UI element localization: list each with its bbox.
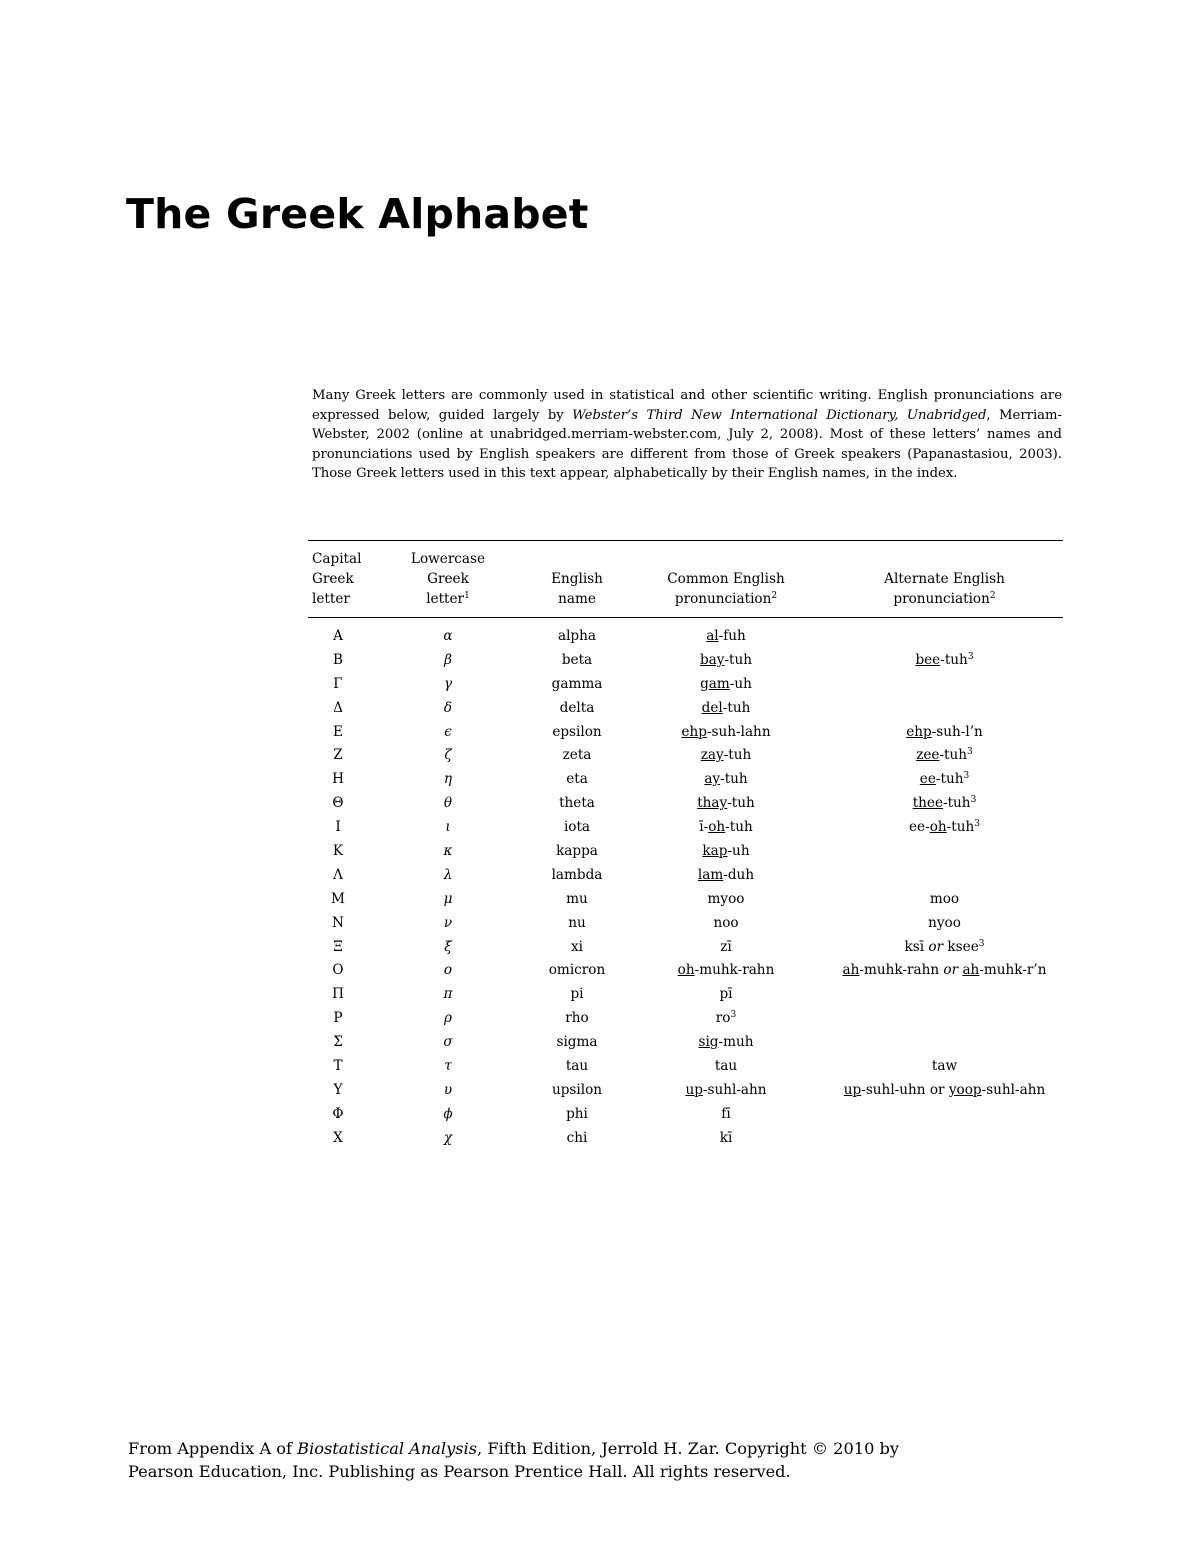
alternate-pronunciation-cell xyxy=(826,1030,1063,1054)
capital-letter-cell: O xyxy=(332,962,344,979)
pronunciation-segment: moo xyxy=(929,890,960,907)
table-row xyxy=(308,839,1063,863)
intro-paragraph xyxy=(312,386,1062,484)
lowercase-letter-cell: ϕ xyxy=(443,1105,453,1122)
pronunciation-segment: lam xyxy=(697,866,724,883)
pronunciation-segment: -tuh xyxy=(723,747,752,764)
english-name-cell: zeta xyxy=(562,747,592,764)
common-pronunciation-cell xyxy=(626,696,826,720)
pronunciation-segment: ksī xyxy=(904,938,929,955)
lowercase-letter-cell: χ xyxy=(443,1129,453,1146)
alternate-pronunciation-cell xyxy=(826,1102,1063,1126)
pronunciation-segment: ksee xyxy=(943,938,979,955)
capital-letter-cell: M xyxy=(331,890,345,907)
english-name-cell: nu xyxy=(568,914,586,931)
pronunciation-segment: zī xyxy=(720,938,732,955)
table-row xyxy=(308,911,1063,935)
lowercase-letter-cell: κ xyxy=(443,842,453,859)
capital-letter-cell: Z xyxy=(333,747,343,764)
table-row xyxy=(308,1006,1063,1030)
footnote-marker: 1 xyxy=(464,591,470,601)
english-name-cell: upsilon xyxy=(551,1081,603,1098)
pronunciation-segment: pī xyxy=(719,986,733,1003)
table-row xyxy=(308,618,1063,648)
table-row xyxy=(308,1054,1063,1078)
pronunciation-segment: ro xyxy=(715,1010,731,1027)
pronunciation-segment: kap xyxy=(702,842,728,859)
lowercase-letter-cell: ξ xyxy=(444,938,452,955)
pronunciation-segment: -tuh xyxy=(724,651,753,668)
common-pronunciation-cell xyxy=(626,767,826,791)
footnote-marker: 3 xyxy=(967,747,973,758)
english-name-cell: rho xyxy=(565,1010,589,1027)
footer-book-title: Biostatistical Analysis xyxy=(297,1439,478,1458)
english-name-cell: phi xyxy=(566,1105,588,1122)
header-english-line1: English xyxy=(551,571,603,587)
english-name-cell: alpha xyxy=(557,627,596,644)
table-row xyxy=(308,743,1063,767)
pronunciation-segment: -muh xyxy=(718,1034,754,1051)
intro-text-1: Many Greek letters are commonly used in statistical and other scientific writing. English pronunciations are expressed below, guided largely by xyxy=(312,388,1062,423)
dictionary-title: Webster’s Third New International Dictionary, Unabridged xyxy=(572,407,987,423)
header-capital-line1: Capital xyxy=(312,551,362,567)
header-lowercase-line2: Greek xyxy=(427,571,469,587)
common-pronunciation-cell xyxy=(626,839,826,863)
lowercase-letter-cell: λ xyxy=(443,866,453,883)
alternate-pronunciation-cell xyxy=(826,887,1063,911)
table-row xyxy=(308,935,1063,959)
pronunciation-segment: taw xyxy=(931,1057,958,1074)
footnote-marker: 3 xyxy=(963,771,970,782)
lowercase-letter-cell: ϵ xyxy=(444,723,452,740)
common-pronunciation-cell xyxy=(626,1006,826,1030)
pronunciation-segment: del xyxy=(701,699,723,716)
table-row xyxy=(308,648,1063,672)
pronunciation-segment: -suhl-uhn or xyxy=(861,1081,949,1098)
common-pronunciation-cell xyxy=(626,1126,826,1150)
header-capital-line2: Greek xyxy=(312,571,354,587)
pronunciation-segment: gam xyxy=(700,675,730,692)
table-row xyxy=(308,887,1063,911)
english-name-cell: chi xyxy=(566,1129,588,1146)
capital-letter-cell: Ξ xyxy=(333,938,343,955)
header-lowercase-line1: Lowercase xyxy=(410,551,486,567)
pronunciation-segment: -muhk-rahn xyxy=(694,962,775,979)
header-capital-line3: letter xyxy=(312,591,350,607)
common-pronunciation-cell xyxy=(626,743,826,767)
alternate-pronunciation-cell xyxy=(826,1126,1063,1150)
pronunciation-segment: zee xyxy=(916,747,940,764)
pronunciation-segment: myoo xyxy=(707,890,745,907)
capital-letter-cell: H xyxy=(332,771,344,788)
page-title: The Greek Alphabet xyxy=(126,190,589,238)
lowercase-letter-cell: τ xyxy=(444,1057,452,1074)
alternate-pronunciation-cell xyxy=(826,720,1063,744)
pronunciation-segment: or xyxy=(943,962,959,979)
table-row xyxy=(308,1126,1063,1150)
pronunciation-segment: -tuh xyxy=(725,819,753,836)
capital-letter-cell: E xyxy=(333,723,343,740)
common-pronunciation-cell xyxy=(626,815,826,839)
english-name-cell: sigma xyxy=(556,1034,598,1051)
capital-letter-cell: Υ xyxy=(333,1081,343,1098)
alternate-pronunciation-cell xyxy=(826,958,1063,982)
alternate-pronunciation-cell xyxy=(826,696,1063,720)
pronunciation-segment: -uh xyxy=(727,842,750,859)
english-name-cell: delta xyxy=(559,699,595,716)
lowercase-letter-cell: υ xyxy=(443,1081,453,1098)
pronunciation-segment: yoop xyxy=(948,1081,982,1098)
common-pronunciation-cell xyxy=(626,672,826,696)
alternate-pronunciation-cell xyxy=(826,767,1063,791)
english-name-cell: omicron xyxy=(548,962,606,979)
footer-text-1: From Appendix A of xyxy=(128,1439,298,1458)
lowercase-letter-cell: δ xyxy=(443,699,453,716)
header-alternate-line2: pronunciation xyxy=(893,591,990,607)
alternate-pronunciation-cell xyxy=(826,1078,1063,1102)
footnote-marker: 3 xyxy=(974,819,980,830)
pronunciation-segment: nyoo xyxy=(928,914,961,931)
common-pronunciation-cell xyxy=(626,720,826,744)
common-pronunciation-cell xyxy=(626,1054,826,1078)
table-row xyxy=(308,720,1063,744)
alternate-pronunciation-cell xyxy=(826,815,1063,839)
lowercase-letter-cell: ρ xyxy=(444,1010,452,1027)
capital-letter-cell: Θ xyxy=(332,795,344,812)
header-alternate-line1: Alternate English xyxy=(884,571,1005,587)
capital-letter-cell: Δ xyxy=(333,699,343,716)
table-row xyxy=(308,1030,1063,1054)
alternate-pronunciation-cell xyxy=(826,743,1063,767)
pronunciation-segment: al xyxy=(706,627,719,644)
pronunciation-segment: -tuh xyxy=(940,651,968,668)
capital-letter-cell: Σ xyxy=(333,1034,343,1051)
pronunciation-segment: -tuh xyxy=(720,771,748,788)
footnote-marker: 3 xyxy=(970,795,977,806)
common-pronunciation-cell xyxy=(626,791,826,815)
pronunciation-segment: or xyxy=(928,938,944,955)
english-name-cell: epsilon xyxy=(552,723,602,740)
table-row xyxy=(308,815,1063,839)
alternate-pronunciation-cell xyxy=(826,911,1063,935)
table-row xyxy=(308,696,1063,720)
lowercase-letter-cell: μ xyxy=(443,890,453,907)
pronunciation-segment: -uh xyxy=(729,675,752,692)
pronunciation-segment: thay xyxy=(697,795,728,812)
english-name-cell: gamma xyxy=(551,675,603,692)
capital-letter-cell: P xyxy=(333,1010,343,1027)
lowercase-letter-cell: σ xyxy=(443,1034,453,1051)
lowercase-letter-cell: α xyxy=(443,627,453,644)
header-lowercase-line3: letter xyxy=(426,591,465,607)
capital-letter-cell: Φ xyxy=(332,1105,344,1122)
pronunciation-segment: -fuh xyxy=(718,627,746,644)
pronunciation-segment: -tuh xyxy=(939,747,968,764)
table-row xyxy=(308,863,1063,887)
capital-letter-cell: K xyxy=(332,842,344,859)
lowercase-letter-cell: ι xyxy=(445,819,451,836)
header-common-line1: Common English xyxy=(667,571,785,587)
common-pronunciation-cell xyxy=(626,958,826,982)
english-name-cell: beta xyxy=(561,651,593,668)
common-pronunciation-cell xyxy=(626,1030,826,1054)
pronunciation-segment: -tuh xyxy=(727,795,755,812)
lowercase-letter-cell: o xyxy=(443,962,453,979)
pronunciation-segment: oh xyxy=(929,819,947,836)
header-common-line2: pronunciation xyxy=(674,591,772,607)
english-name-cell: eta xyxy=(566,771,588,788)
greek-alphabet-table xyxy=(308,540,1063,1150)
english-name-cell: mu xyxy=(566,890,588,907)
footnote-marker: 3 xyxy=(730,1010,737,1021)
alternate-pronunciation-cell xyxy=(826,839,1063,863)
english-name-cell: xi xyxy=(570,938,583,955)
pronunciation-segment: noo xyxy=(713,914,739,931)
table-row xyxy=(308,767,1063,791)
table-row xyxy=(308,1102,1063,1126)
copyright-footer xyxy=(128,1437,899,1483)
footnote-marker: 2 xyxy=(771,591,778,601)
footnote-marker: 3 xyxy=(978,938,985,949)
common-pronunciation-cell xyxy=(626,911,826,935)
lowercase-letter-cell: γ xyxy=(443,675,453,692)
pronunciation-segment: zay xyxy=(700,747,724,764)
pronunciation-segment: -suh-lahn xyxy=(706,723,771,740)
footnote-marker: 3 xyxy=(967,651,974,662)
english-name-cell: pi xyxy=(570,986,584,1003)
english-name-cell: theta xyxy=(559,795,595,812)
pronunciation-segment: -tuh xyxy=(946,819,975,836)
english-name-cell: tau xyxy=(565,1057,589,1074)
lowercase-letter-cell: π xyxy=(443,986,453,1003)
alternate-pronunciation-cell xyxy=(826,648,1063,672)
header-alternate-pronunciation xyxy=(826,541,1063,618)
lowercase-letter-cell: θ xyxy=(443,795,453,812)
table-body xyxy=(308,618,1063,1150)
pronunciation-segment: thee xyxy=(912,795,943,812)
capital-letter-cell: I xyxy=(335,819,341,836)
pronunciation-segment: sig xyxy=(698,1034,719,1051)
pronunciation-segment: ay xyxy=(704,771,721,788)
lowercase-letter-cell: ν xyxy=(443,914,453,931)
pronunciation-segment: kī xyxy=(719,1129,733,1146)
common-pronunciation-cell xyxy=(626,618,826,648)
capital-letter-cell: N xyxy=(332,914,344,931)
pronunciation-segment: tau xyxy=(714,1057,738,1074)
lowercase-letter-cell: η xyxy=(443,771,453,788)
english-name-cell: iota xyxy=(563,819,591,836)
alternate-pronunciation-cell xyxy=(826,791,1063,815)
pronunciation-segment: -tuh xyxy=(935,771,964,788)
alternate-pronunciation-cell xyxy=(826,1054,1063,1078)
footer-text-2: , Fifth Edition, Jerrold H. Zar. Copyright © 2010 by xyxy=(477,1439,900,1458)
header-english-name xyxy=(528,541,626,618)
capital-letter-cell: X xyxy=(333,1129,343,1146)
pronunciation-segment: bay xyxy=(699,651,725,668)
common-pronunciation-cell xyxy=(626,648,826,672)
header-english-line2: name xyxy=(558,591,596,607)
pronunciation-segment: ee xyxy=(919,771,936,788)
pronunciation-segment: oh xyxy=(677,962,695,979)
pronunciation-segment: fī xyxy=(721,1105,731,1122)
pronunciation-segment: up xyxy=(843,1081,862,1098)
pronunciation-segment: up xyxy=(685,1081,703,1098)
footnote-marker: 2 xyxy=(989,591,996,601)
english-name-cell: kappa xyxy=(556,842,598,859)
alternate-pronunciation-cell xyxy=(826,863,1063,887)
pronunciation-segment: oh xyxy=(708,819,726,836)
common-pronunciation-cell xyxy=(626,863,826,887)
common-pronunciation-cell xyxy=(626,887,826,911)
alternate-pronunciation-cell xyxy=(826,618,1063,648)
capital-letter-cell: Γ xyxy=(333,675,343,692)
capital-letter-cell: B xyxy=(333,651,343,668)
alternate-pronunciation-cell xyxy=(826,982,1063,1006)
capital-letter-cell: Π xyxy=(332,986,344,1003)
alternate-pronunciation-cell xyxy=(826,672,1063,696)
pronunciation-segment: -duh xyxy=(723,866,755,883)
pronunciation-segment: -muhk-r’n xyxy=(979,962,1047,979)
pronunciation-segment: ī- xyxy=(699,819,709,836)
pronunciation-segment: bee xyxy=(915,651,941,668)
header-common-pronunciation xyxy=(626,541,826,618)
table-row xyxy=(308,1078,1063,1102)
lowercase-letter-cell: β xyxy=(444,651,452,668)
alternate-pronunciation-cell xyxy=(826,1006,1063,1030)
pronunciation-segment: ah xyxy=(842,962,860,979)
pronunciation-segment: -muhk-rahn xyxy=(859,962,944,979)
common-pronunciation-cell xyxy=(626,982,826,1006)
common-pronunciation-cell xyxy=(626,935,826,959)
pronunciation-segment: ehp xyxy=(906,723,932,740)
table-row xyxy=(308,672,1063,696)
lowercase-letter-cell: ζ xyxy=(444,747,452,764)
capital-letter-cell: Λ xyxy=(333,866,343,883)
header-capital xyxy=(308,541,368,618)
pronunciation-segment: -tuh xyxy=(943,795,971,812)
table-row xyxy=(308,982,1063,1006)
pronunciation-segment: -suhl-ahn xyxy=(981,1081,1046,1098)
table-row xyxy=(308,791,1063,815)
pronunciation-segment: -suhl-ahn xyxy=(702,1081,767,1098)
pronunciation-segment: -tuh xyxy=(722,699,751,716)
header-lowercase xyxy=(368,541,528,618)
common-pronunciation-cell xyxy=(626,1078,826,1102)
capital-letter-cell: A xyxy=(333,627,343,644)
alternate-pronunciation-cell xyxy=(826,935,1063,959)
common-pronunciation-cell xyxy=(626,1102,826,1126)
pronunciation-segment: -suh-l’n xyxy=(931,723,983,740)
table-row xyxy=(308,958,1063,982)
table-header xyxy=(308,541,1063,618)
intro-text-2: , Merriam-Webster, 2002 (online at unabridged.merriam-webster.com, July 2, 2008). Most of these letters’ names and pronunciations used by English speakers are different from those of Greek speakers (Papanastasiou, 2003). Those Greek letters used in this text appear, alphabetically by their English names, in the index. xyxy=(312,407,1063,481)
pronunciation-segment: ah xyxy=(962,962,980,979)
pronunciation-segment: ee- xyxy=(909,819,930,836)
english-name-cell: lambda xyxy=(551,866,603,883)
pronunciation-segment: ehp xyxy=(681,723,707,740)
footer-text-3: Pearson Education, Inc. Publishing as Pearson Prentice Hall. All rights reserved. xyxy=(128,1462,791,1481)
capital-letter-cell: T xyxy=(333,1057,343,1074)
